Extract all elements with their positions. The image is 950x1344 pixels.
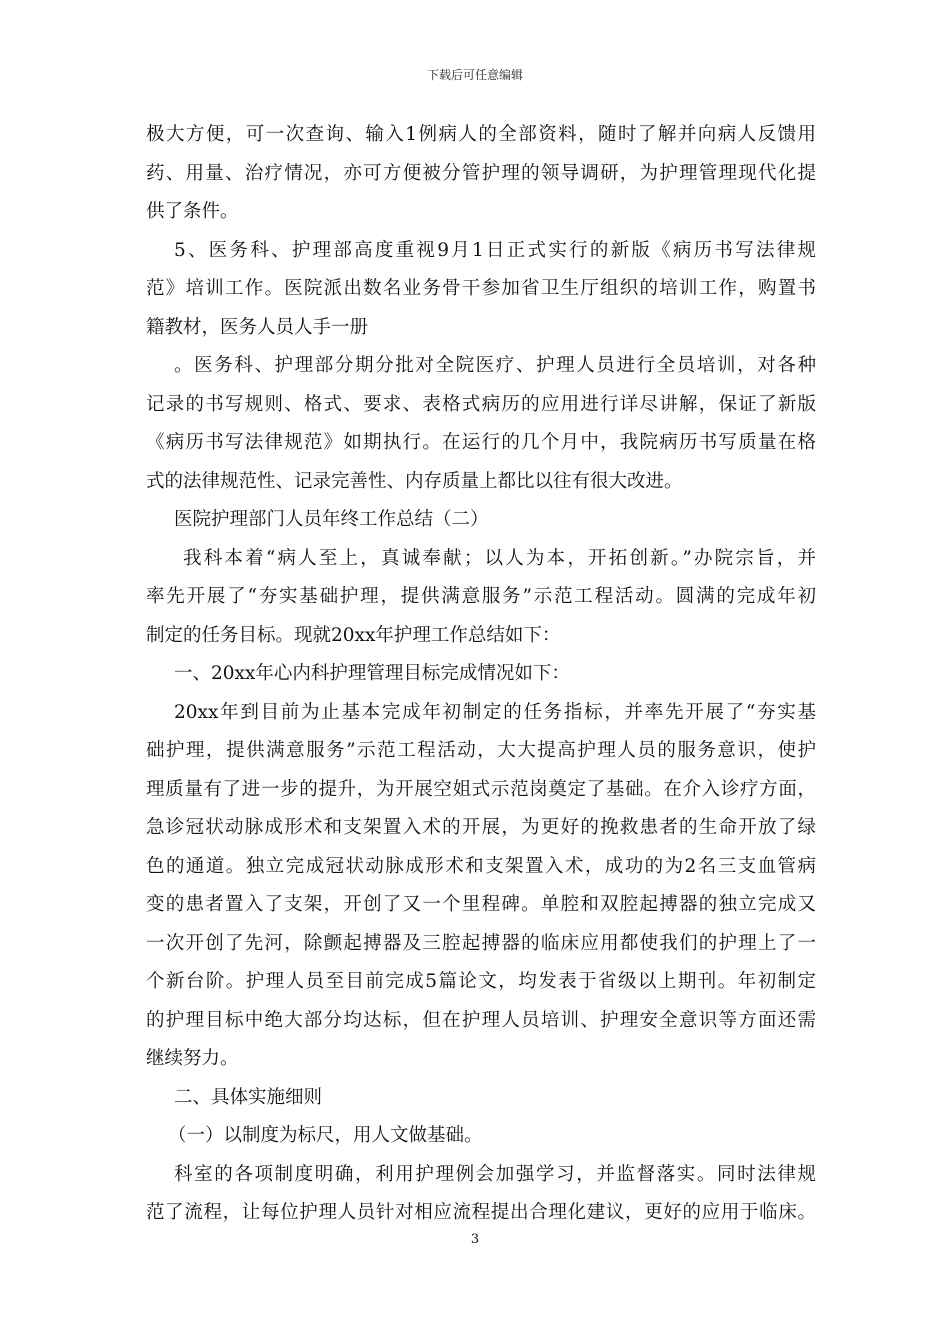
text-line: 率先开展了“夯实基础护理，提供满意服务”示范工程活动。圆满的完成年初	[146, 586, 816, 607]
page-number: 3	[470, 1232, 480, 1247]
text-line: 医院护理部门人员年终工作总结（二）	[174, 509, 489, 530]
text-line: 一、20xx年心内科护理管理目标完成情况如下：	[174, 663, 570, 684]
text-line: 籍教材，医务人员人手一册	[146, 316, 369, 338]
text-line: 二、具体实施细则	[174, 1086, 323, 1108]
text-line: 科室的各项制度明确，利用护理例会加强学习，并监督落实。同时法律规	[174, 1163, 816, 1185]
document-body	[146, 116, 816, 1233]
text-line: 变的患者置入了支架，开创了又一个里程碑。单腔和双腔起搏器的独立完成又	[146, 894, 816, 915]
text-line: 一次开创了先河，除颤起搏器及三腔起搏器的临床应用都使我们的护理上了一	[146, 932, 816, 954]
text-line: 色的通道。独立完成冠状动脉成形术和支架置入术，成功的为2名三支血管病	[146, 855, 816, 877]
text-line: 急诊冠状动脉成形术和支架置入术的开展，为更好的挽救患者的生命开放了绿	[146, 817, 816, 838]
text-line: 础护理，提供满意服务”示范工程活动，大大提高护理人员的服务意识，使护	[146, 740, 816, 761]
text-line: 极大方便，可一次查询、输入1例病人的全部资料，随时了解并向病人反馈用	[146, 124, 816, 145]
text-line: 范》培训工作。医院派出数名业务骨干参加省卫生厅组织的培训工作，购置书	[146, 278, 816, 299]
text-line: 理质量有了进一步的提升，为开展空姐式示范岗奠定了基础。在介入诊疗方面，	[146, 778, 816, 800]
text-line: 范了流程，让每位护理人员针对相应流程提出合理化建议，更好的应用于临床。	[146, 1202, 816, 1223]
text-line: （一）以制度为标尺，用人文做基础。	[168, 1125, 483, 1146]
text-line: 继续努力。	[146, 1048, 239, 1069]
text-line: 个新台阶。护理人员至目前完成5篇论文，均发表于省级以上期刊。年初制定	[146, 971, 816, 992]
text-line: 供了条件。	[146, 201, 239, 222]
text-line: 制定的任务目标。现就20xx年护理工作总结如下：	[146, 624, 561, 646]
text-line: 的护理目标中绝大部分均达标，但在护理人员培训、护理安全意识等方面还需	[146, 1009, 816, 1031]
text-line: 5、医务科、护理部高度重视9月1日正式实行的新版《病历书写法律规	[174, 239, 816, 261]
text-line: 我科本着“病人至上，真诚奉献；以人为本，开拓创新。”办院宗旨，并	[183, 547, 816, 569]
page-header: 下载后可任意编辑	[426, 68, 523, 82]
text-line: 。医务科、护理部分期分批对全院医疗、护理人员进行全员培训，对各种	[174, 355, 816, 376]
text-line: 《病历书写法律规范》如期执行。在运行的几个月中，我院病历书写质量在格	[146, 432, 816, 453]
text-line: 记录的书写规则、格式、要求、表格式病历的应用进行详尽讲解，保证了新版	[146, 393, 816, 415]
text-line: 式的法律规范性、记录完善性、内存质量上都比以往有很大改进。	[146, 470, 683, 492]
text-line: 药、用量、治疗情况，亦可方便被分管护理的领导调研，为护理管理现代化提	[146, 162, 816, 184]
text-line: 20xx年到目前为止基本完成年初制定的任务指标，并率先开展了“夯实基	[174, 701, 816, 723]
